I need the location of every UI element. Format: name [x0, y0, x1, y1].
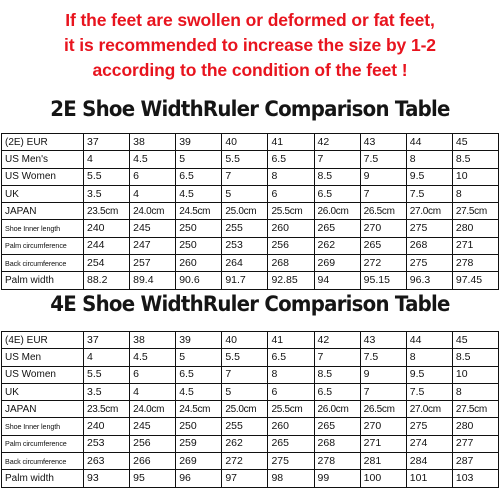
- table-cell: 5.5: [222, 349, 268, 366]
- table-cell: 256: [130, 435, 176, 452]
- table-cell: 260: [176, 255, 222, 272]
- table-cell: 270: [360, 220, 406, 237]
- table-row: [2, 383, 499, 400]
- table-cell: 44: [406, 332, 452, 349]
- table-cell: 4: [130, 383, 176, 400]
- table-cell: 39: [176, 332, 222, 349]
- table-cell: 281: [360, 453, 406, 470]
- table-cell: 39: [176, 134, 222, 151]
- table-row: [2, 168, 499, 185]
- table-cell: 88.2: [84, 272, 130, 289]
- table-cell: 5: [222, 185, 268, 202]
- table-cell: 26.5cm: [360, 401, 406, 418]
- table-cell: 92.85: [268, 272, 314, 289]
- table-cell: 5.5: [84, 168, 130, 185]
- table-cell: 8.5: [452, 349, 498, 366]
- table-cell: 8.5: [314, 168, 360, 185]
- row-label: Back circumference: [2, 453, 84, 470]
- table-cell: 42: [314, 134, 360, 151]
- row-label: JAPAN: [2, 203, 84, 220]
- table-cell: 7: [222, 168, 268, 185]
- table-cell: 26.0cm: [314, 401, 360, 418]
- table-cell: 40: [222, 134, 268, 151]
- table-cell: 8: [452, 185, 498, 202]
- table-cell: 275: [406, 418, 452, 435]
- table-cell: 93: [84, 470, 130, 487]
- table-cell: 284: [406, 453, 452, 470]
- table-cell: 38: [130, 332, 176, 349]
- row-label: (4E) EUR: [2, 332, 84, 349]
- table-cell: 10: [452, 168, 498, 185]
- table-cell: 96: [176, 470, 222, 487]
- table-cell: 40: [222, 332, 268, 349]
- table-cell: 257: [130, 255, 176, 272]
- table-cell: 5.5: [222, 151, 268, 168]
- table-cell: 240: [84, 418, 130, 435]
- table-cell: 5: [176, 151, 222, 168]
- table-cell: 4: [130, 185, 176, 202]
- fit-notice: [0, 8, 500, 83]
- table-cell: 4.5: [130, 151, 176, 168]
- table-cell: 254: [84, 255, 130, 272]
- table-cell: 271: [360, 435, 406, 452]
- table-cell: 6.5: [268, 349, 314, 366]
- table-cell: 250: [176, 220, 222, 237]
- table-cell: 101: [406, 470, 452, 487]
- table-cell: 6: [268, 383, 314, 400]
- table-cell: 275: [406, 220, 452, 237]
- row-label: UK: [2, 383, 84, 400]
- table-cell: 265: [314, 418, 360, 435]
- table-cell: 45: [452, 332, 498, 349]
- table-cell: 7.5: [406, 383, 452, 400]
- table-cell: 269: [314, 255, 360, 272]
- table-cell: 26.5cm: [360, 203, 406, 220]
- table-cell: 255: [222, 220, 268, 237]
- table-cell: 265: [268, 435, 314, 452]
- table-row: [2, 151, 499, 168]
- table-cell: 45: [452, 134, 498, 151]
- table-cell: 9: [360, 366, 406, 383]
- table-cell: 38: [130, 134, 176, 151]
- table-cell: 97.45: [452, 272, 498, 289]
- table-cell: 103: [452, 470, 498, 487]
- table-cell: 6: [268, 185, 314, 202]
- table-cell: 100: [360, 470, 406, 487]
- table-cell: 275: [406, 255, 452, 272]
- table-cell: 275: [268, 453, 314, 470]
- table-cell: 265: [314, 220, 360, 237]
- table-cell: 6: [130, 366, 176, 383]
- table-cell: 4: [84, 151, 130, 168]
- table-cell: 8: [452, 383, 498, 400]
- table-cell: 268: [406, 237, 452, 254]
- table-cell: 6.5: [314, 383, 360, 400]
- row-label: Palm width: [2, 470, 84, 487]
- table-row: [2, 418, 499, 435]
- table-cell: 287: [452, 453, 498, 470]
- table-cell: 4.5: [176, 383, 222, 400]
- table-row: [2, 470, 499, 487]
- table-cell: 43: [360, 332, 406, 349]
- table-cell: 24.5cm: [176, 203, 222, 220]
- table-cell: 260: [268, 220, 314, 237]
- table-cell: 247: [130, 237, 176, 254]
- table-row: [2, 435, 499, 452]
- table-cell: 250: [176, 237, 222, 254]
- table-cell: 4.5: [176, 185, 222, 202]
- table-cell: 253: [84, 435, 130, 452]
- table-cell: 280: [452, 418, 498, 435]
- table-row: [2, 220, 499, 237]
- row-label: (2E) EUR: [2, 134, 84, 151]
- table-title-4e: 4E Shoe WidthRuler Comparison Table: [50, 292, 450, 316]
- table-cell: 8.5: [452, 151, 498, 168]
- table-cell: 7: [314, 349, 360, 366]
- table-cell: 7: [360, 383, 406, 400]
- table-cell: 269: [176, 453, 222, 470]
- notice-line-1: If the feet are swollen or deformed or fat feet,: [65, 10, 435, 30]
- table-cell: 9.5: [406, 366, 452, 383]
- table-cell: 278: [314, 453, 360, 470]
- table-cell: 95.15: [360, 272, 406, 289]
- table-row: [2, 255, 499, 272]
- table-row: [2, 185, 499, 202]
- table-cell: 37: [84, 134, 130, 151]
- table-cell: 8.5: [314, 366, 360, 383]
- table-cell: 245: [130, 418, 176, 435]
- table-cell: 272: [222, 453, 268, 470]
- table-cell: 97: [222, 470, 268, 487]
- table-row: [2, 134, 499, 151]
- table-cell: 7: [360, 185, 406, 202]
- table-cell: 266: [130, 453, 176, 470]
- row-label: Shoe Inner length: [2, 418, 84, 435]
- table-cell: 6.5: [176, 366, 222, 383]
- table-row: [2, 349, 499, 366]
- table-cell: 27.5cm: [452, 203, 498, 220]
- table-cell: 4: [84, 349, 130, 366]
- row-label: US Women: [2, 168, 84, 185]
- table-cell: 280: [452, 220, 498, 237]
- table-cell: 9: [360, 168, 406, 185]
- size-table-4e: [1, 331, 499, 488]
- table-cell: 7: [314, 151, 360, 168]
- table-cell: 259: [176, 435, 222, 452]
- table-cell: 24.0cm: [130, 203, 176, 220]
- table-cell: 27.0cm: [406, 203, 452, 220]
- table-cell: 274: [406, 435, 452, 452]
- row-label: Palm circumference: [2, 237, 84, 254]
- table-cell: 271: [452, 237, 498, 254]
- table-cell: 99: [314, 470, 360, 487]
- table-row: [2, 366, 499, 383]
- row-label: UK: [2, 185, 84, 202]
- table-cell: 265: [360, 237, 406, 254]
- table-cell: 256: [268, 237, 314, 254]
- table-cell: 260: [268, 418, 314, 435]
- row-label: Back circumference: [2, 255, 84, 272]
- table-cell: 25.0cm: [222, 401, 268, 418]
- table-cell: 250: [176, 418, 222, 435]
- table-cell: 6.5: [268, 151, 314, 168]
- table-cell: 9.5: [406, 168, 452, 185]
- table-cell: 10: [452, 366, 498, 383]
- table-row: [2, 203, 499, 220]
- table-cell: 23.5cm: [84, 401, 130, 418]
- table-cell: 244: [84, 237, 130, 254]
- table-cell: 272: [360, 255, 406, 272]
- table-cell: 37: [84, 332, 130, 349]
- table-cell: 24.0cm: [130, 401, 176, 418]
- table-cell: 8: [406, 151, 452, 168]
- table-cell: 42: [314, 332, 360, 349]
- table-cell: 240: [84, 220, 130, 237]
- row-label: Palm circumference: [2, 435, 84, 452]
- table-cell: 98: [268, 470, 314, 487]
- table-row: [2, 272, 499, 289]
- table-row: [2, 237, 499, 254]
- table-cell: 24.5cm: [176, 401, 222, 418]
- table-cell: 25.5cm: [268, 401, 314, 418]
- table-cell: 41: [268, 332, 314, 349]
- table-cell: 7: [222, 366, 268, 383]
- table-row: [2, 401, 499, 418]
- table-cell: 7.5: [406, 185, 452, 202]
- table-cell: 7.5: [360, 349, 406, 366]
- table-cell: 94: [314, 272, 360, 289]
- row-label: JAPAN: [2, 401, 84, 418]
- table-cell: 268: [268, 255, 314, 272]
- notice-line-2: it is recommended to increase the size by 1-2: [64, 35, 436, 55]
- table-cell: 27.0cm: [406, 401, 452, 418]
- table-cell: 263: [84, 453, 130, 470]
- notice-line-3: according to the condition of the feet !: [92, 60, 408, 80]
- table-cell: 27.5cm: [452, 401, 498, 418]
- table-cell: 8: [268, 168, 314, 185]
- table-cell: 96.3: [406, 272, 452, 289]
- table-cell: 25.0cm: [222, 203, 268, 220]
- table-cell: 3.5: [84, 185, 130, 202]
- table-cell: 26.0cm: [314, 203, 360, 220]
- table-cell: 5: [176, 349, 222, 366]
- table-cell: 255: [222, 418, 268, 435]
- table-cell: 23.5cm: [84, 203, 130, 220]
- table-row: [2, 332, 499, 349]
- table-cell: 8: [406, 349, 452, 366]
- row-label: US Women: [2, 366, 84, 383]
- table-cell: 253: [222, 237, 268, 254]
- table-cell: 4.5: [130, 349, 176, 366]
- table-title-2e: 2E Shoe WidthRuler Comparison Table: [50, 97, 450, 121]
- table-cell: 277: [452, 435, 498, 452]
- row-label: Palm width: [2, 272, 84, 289]
- table-cell: 8: [268, 366, 314, 383]
- table-cell: 5.5: [84, 366, 130, 383]
- table-cell: 6.5: [314, 185, 360, 202]
- row-label: US Men's: [2, 151, 84, 168]
- table-cell: 95: [130, 470, 176, 487]
- table-cell: 44: [406, 134, 452, 151]
- size-table-2e: [1, 133, 499, 290]
- table-cell: 262: [314, 237, 360, 254]
- table-cell: 278: [452, 255, 498, 272]
- table-cell: 5: [222, 383, 268, 400]
- table-row: [2, 453, 499, 470]
- table-cell: 41: [268, 134, 314, 151]
- row-label: Shoe Inner length: [2, 220, 84, 237]
- table-cell: 6: [130, 168, 176, 185]
- table-cell: 43: [360, 134, 406, 151]
- table-cell: 91.7: [222, 272, 268, 289]
- table-cell: 6.5: [176, 168, 222, 185]
- table-cell: 245: [130, 220, 176, 237]
- table-cell: 262: [222, 435, 268, 452]
- table-cell: 270: [360, 418, 406, 435]
- table-cell: 3.5: [84, 383, 130, 400]
- row-label: US Men: [2, 349, 84, 366]
- table-cell: 264: [222, 255, 268, 272]
- table-cell: 25.5cm: [268, 203, 314, 220]
- table-cell: 89.4: [130, 272, 176, 289]
- table-cell: 90.6: [176, 272, 222, 289]
- table-cell: 268: [314, 435, 360, 452]
- table-cell: 7.5: [360, 151, 406, 168]
